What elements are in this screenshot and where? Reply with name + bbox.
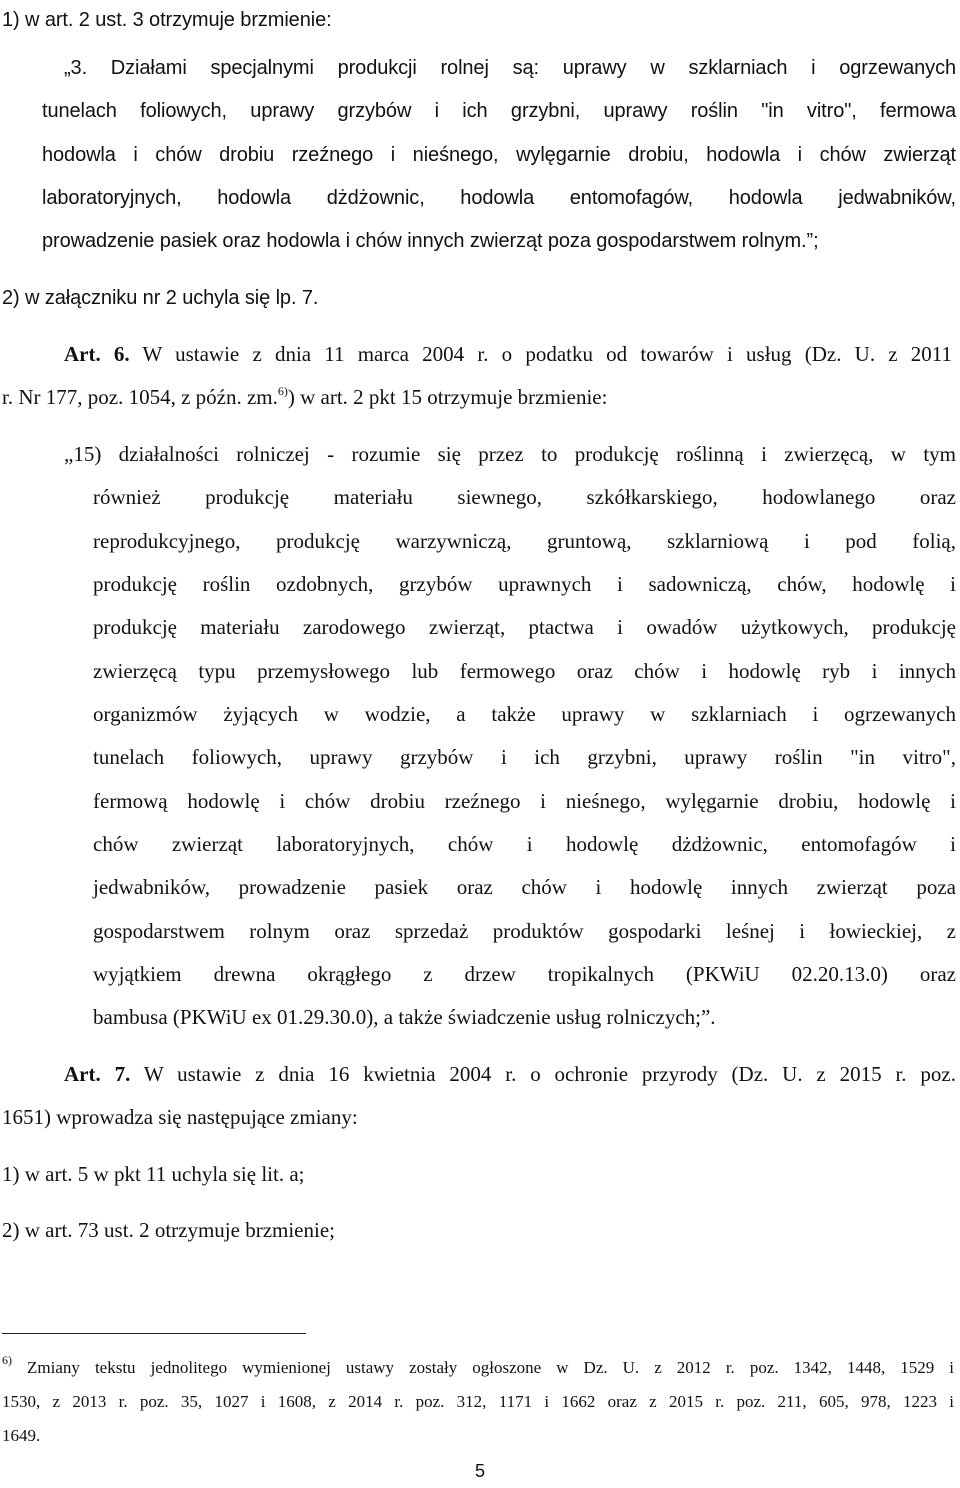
- art6-line-1: [64, 340, 952, 368]
- footnote-line-3: 1649.: [2, 1426, 41, 1445]
- page-number: 5: [474, 1461, 485, 1481]
- footnote-line-1: [2, 1354, 954, 1382]
- art7-line-1-text: W ustawie z dnia 16 kwietnia 2004 r. o ochronie przyrody (Dz. U. z 2015 r. poz.: [130, 1062, 956, 1086]
- art6-quote-line-6: zwierzęcą typu przemysłowego lub fermowego oraz chów i hodowlę ryb i innych: [93, 659, 956, 683]
- point-2: 2) w załączniku nr 2 uchyla się lp. 7.: [2, 287, 319, 309]
- art6-line-2: [2, 383, 607, 411]
- art7-line-2: 1651) wprowadza się następujące zmiany:: [2, 1105, 358, 1129]
- art6-line-2-start: r. Nr 177, poz. 1054, z późn. zm.: [2, 385, 278, 409]
- art6-quote-line-12: gospodarstwem rolnym oraz sprzedaż produktów gospodarki leśnej i łowieckiej, z: [93, 919, 956, 943]
- art7-point-2: 2) w art. 73 ust. 2 otrzymuje brzmienie;: [2, 1218, 335, 1242]
- quote-line-4: laboratoryjnych, hodowla dżdżownic, hodowla entomofagów, hodowla jedwabników,: [42, 187, 956, 209]
- point-1-intro: 1) w art. 2 ust. 3 otrzymuje brzmienie:: [2, 9, 332, 31]
- art6-quote-line-7: organizmów żyjących w wodzie, a także uprawy w szklarniach i ogrzewanych: [93, 702, 956, 726]
- art6-quote-line-13: wyjątkiem drewna okrągłego z drzew tropikalnych (PKWiU 02.20.13.0) oraz: [93, 962, 956, 986]
- art6-quote-line-9: fermową hodowlę i chów drobiu rzeźnego i nieśnego, wylęgarnie drobiu, hodowlę i: [93, 789, 956, 813]
- art6-quote-line-3: reprodukcyjnego, produkcję warzywniczą, gruntową, szklarniową i pod folią,: [93, 529, 956, 553]
- art6-quote-line-10: chów zwierząt laboratoryjnych, chów i hodowlę dżdżownic, entomofagów i: [93, 832, 956, 856]
- art6-label: Art. 6.: [64, 342, 130, 366]
- art6-line-1-text: W ustawie z dnia 11 marca 2004 r. o podatku od towarów i usług (Dz. U. z 2011: [129, 342, 952, 366]
- art6-quote-line-14: bambusa (PKWiU ex 01.29.30.0), a także świadczenie usług rolniczych;”.: [93, 1005, 716, 1029]
- art6-quote-line-11: jedwabników, prowadzenie pasiek oraz chów i hodowlę innych zwierząt poza: [93, 875, 956, 899]
- art6-quote-line-4: produkcję roślin ozdobnych, grzybów uprawnych i sadowniczą, chów, hodowlę i: [93, 572, 956, 596]
- art7-label: Art. 7.: [64, 1062, 131, 1086]
- art7-point-1: 1) w art. 5 w pkt 11 uchyla się lit. a;: [2, 1162, 305, 1186]
- footnote-line-2: 1530, z 2013 r. poz. 35, 1027 i 1608, z 2014 r. poz. 312, 1171 i 1662 oraz z 2015 r. poz. 211, 605, 978, 1223 i: [2, 1392, 954, 1411]
- quote-line-3: hodowla i chów drobiu rzeźnego i nieśnego, wylęgarnie drobiu, hodowla i chów zwierząt: [42, 144, 956, 166]
- footnote-separator: [2, 1333, 306, 1334]
- art6-quote-line-2: również produkcję materiału siewnego, szkółkarskiego, hodowlanego oraz: [93, 485, 956, 509]
- art7-line-1: [64, 1060, 956, 1088]
- art6-quote-line-1: „15) działalności rolniczej - rozumie się przez to produkcję roślinną i zwierzęcą, w tym: [64, 442, 956, 466]
- quote-line-2: tunelach foliowych, uprawy grzybów i ich grzybni, uprawy roślin "in vitro", fermowa: [42, 100, 956, 122]
- quote-line-1: „3. Działami specjalnymi produkcji rolnej są: uprawy w szklarniach i ogrzewanych: [64, 57, 956, 79]
- footnote-marker: 6): [2, 1353, 12, 1367]
- quote-line-5: prowadzenie pasiek oraz hodowla i chów innych zwierząt poza gospodarstwem rolnym.”;: [42, 230, 819, 252]
- footnote-line-1-text: Zmiany tekstu jednolitego wymienionej ustawy zostały ogłoszone w Dz. U. z 2012 r. poz. 1342, 1448, 1529 i: [12, 1358, 954, 1377]
- art6-quote-line-5: produkcję materiału zarodowego zwierząt, ptactwa i owadów użytkowych, produkcję: [93, 615, 956, 639]
- footnote-ref: 6): [277, 384, 288, 398]
- art6-quote-line-8: tunelach foliowych, uprawy grzybów i ich grzybni, uprawy roślin "in vitro",: [93, 745, 956, 769]
- art6-line-2-end: ) w art. 2 pkt 15 otrzymuje brzmienie:: [287, 385, 608, 409]
